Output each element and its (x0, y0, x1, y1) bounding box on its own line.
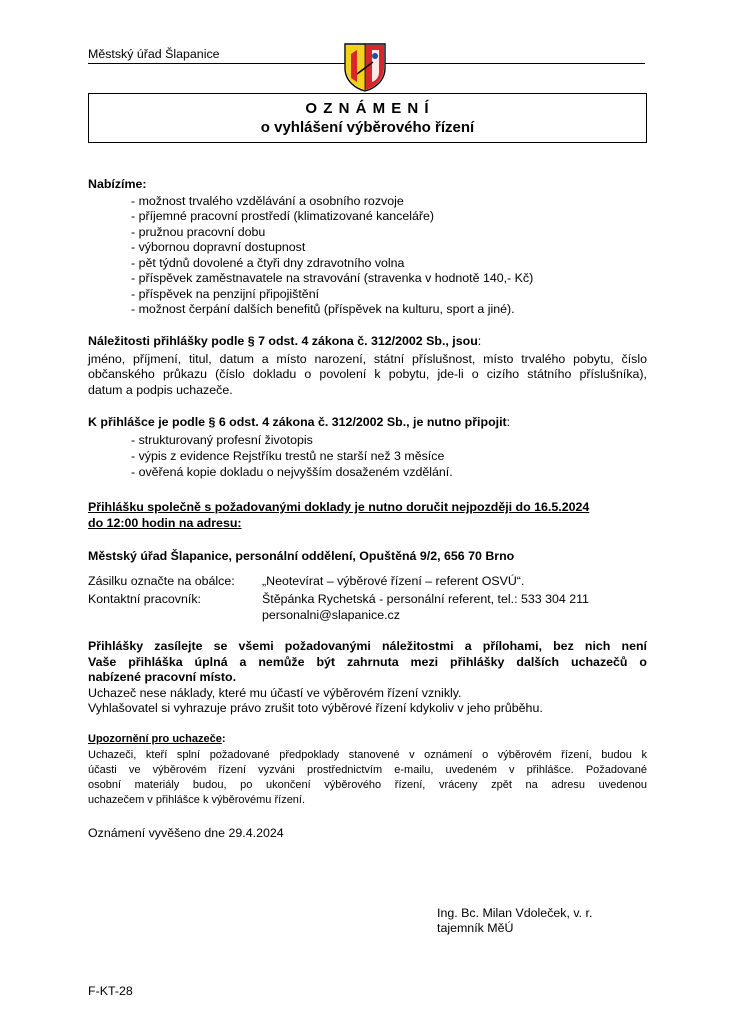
deadline-line: Přihlášku společně s požadovanými doklady je nutno doručit nejpozději do 16.5.2024 (88, 500, 590, 514)
offer-item: - výbornou dopravní dostupnost (131, 240, 306, 254)
requirements-line: občanského průkazu (číslo dokladu o povolení k pobytu, jde-li o cizího státního příslušníka), (88, 367, 647, 381)
notice-bold-line: nabízené pracovní místo. (88, 670, 237, 684)
signatory-name: Ing. Bc. Milan Vdoleček, v. r. (437, 906, 593, 920)
notice-cancel: Vyhlašovatel si vyhrazuje právo zrušit toto výběrové řízení kdykoliv v jeho průběhu. (88, 701, 543, 715)
office-name: Městský úřad Šlapanice (88, 47, 220, 61)
contact-value: Štěpánka Rychetská - personální referent, tel.: 533 304 211 (262, 592, 589, 606)
offer-item: - možnost čerpání dalších benefitů (příspěvek na kulturu, sport a jiné). (131, 302, 515, 316)
warning-line: účasti ve výběrovém řízení vyzváni prostřednictvím e-mailu, uvedeném v přihlášce. Požadované (88, 764, 647, 776)
posted-date: Oznámení vyvěšeno dne 29.4.2024 (88, 826, 284, 840)
offer-item: - pružnou pracovní dobu (131, 225, 266, 239)
requirements-heading: Náležitosti přihlášky podle § 7 odst. 4 zákona č. 312/2002 Sb., jsou: (88, 334, 482, 348)
delivery-address: Městský úřad Šlapanice, personální oddělení, Opuštěná 9/2, 656 70 Brno (88, 549, 515, 563)
offer-item: - příjemné pracovní prostředí (klimatizované kanceláře) (131, 209, 435, 223)
attachment-item: - strukturovaný profesní životopis (131, 433, 313, 447)
warning-line: osobní materiály budou, po ukončení výběrového řízení, vráceny zpět na adresu uvedenou (88, 779, 647, 791)
page-title: O Z N Á M E N Í (305, 100, 430, 117)
warning-line: Uchazeči, kteří splní požadované předpoklady stanovené v oznámení o výběrovém řízení, budou k (88, 749, 647, 761)
offer-item: - pět týdnů dovolené a čtyři dny zdravotního volna (131, 256, 405, 270)
contact-email[interactable]: personalni@slapanice.cz (262, 608, 400, 622)
form-code: F-KT-28 (88, 984, 133, 998)
notice-costs: Uchazeč nese náklady, které mu účastí ve výběrovém řízení vznikly. (88, 686, 462, 700)
notice-bold-line: Vaše přihláška úplná a nemůže být zahrnuta mezi přihlášky dalších uchazečů o (88, 655, 647, 669)
signatory-role: tajemník MěÚ (437, 921, 514, 935)
notice-bold-line: Přihlášky zasílejte se všemi požadovanými náležitostmi a přílohami, bez nich není (88, 639, 647, 653)
coat-of-arms-emblem (343, 42, 387, 92)
requirements-line: jméno, příjmení, titul, datum a místo narození, státní příslušnost, místo trvalého pobytu, číslo (88, 352, 647, 366)
contact-label: Kontaktní pracovník: (88, 592, 201, 606)
warning-line: uchazečem v přihlášce k výběrovému řízení. (88, 794, 306, 806)
offer-item: - možnost trvalého vzdělávání a osobního rozvoje (131, 194, 404, 208)
offer-heading: Nabízíme: (88, 177, 147, 191)
attachments-heading: K přihlášce je podle § 6 odst. 4 zákona č. 312/2002 Sb., je nutno připojit: (88, 415, 511, 429)
attachment-item: - ověřená kopie dokladu o nejvyšším dosaženém vzdělání. (131, 465, 453, 479)
envelope-value: „Neotevírat – výběrové řízení – referent OSVÚ“. (262, 574, 525, 588)
attachment-item: - výpis z evidence Rejstříku trestů ne starší než 3 měsíce (131, 449, 445, 463)
warning-heading: Upozornění pro uchazeče: (88, 733, 226, 745)
envelope-label: Zásilku označte na obálce: (88, 574, 235, 588)
requirements-line: datum a podpis uchazeče. (88, 383, 233, 397)
offer-item: - příspěvek zaměstnavatele na stravování (stravenka v hodnotě 140,- Kč) (131, 271, 534, 285)
deadline-line: do 12:00 hodin na adresu: (88, 516, 242, 530)
offer-item: - příspěvek na penzijní připojištění (131, 287, 320, 301)
page-subtitle: o vyhlášení výběrového řízení (260, 119, 475, 136)
